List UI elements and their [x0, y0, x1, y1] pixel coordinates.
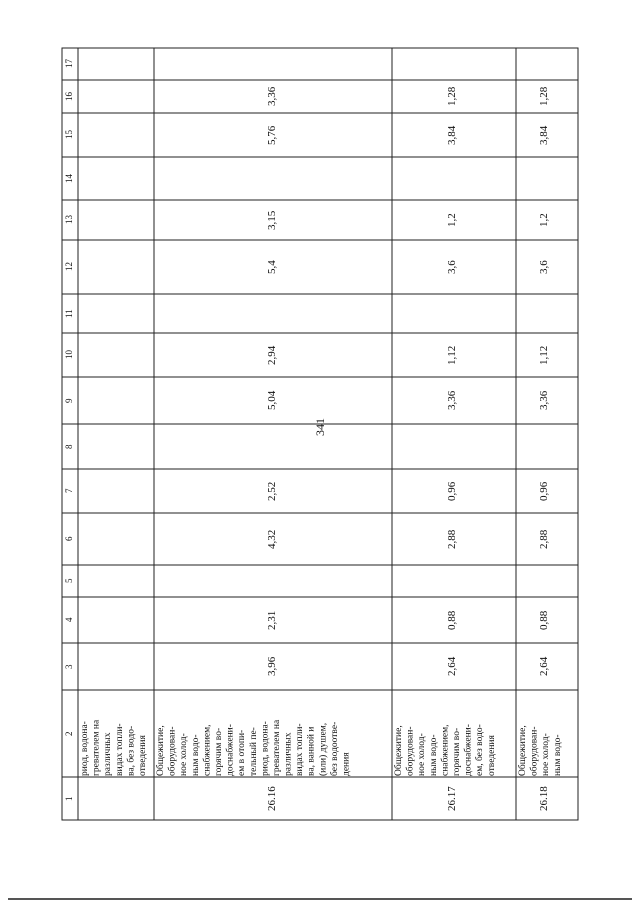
- page-number: 341: [313, 418, 327, 436]
- row-code: 26.18: [538, 786, 550, 811]
- value-cell: 1,12: [446, 345, 458, 365]
- col-header-12: 12: [64, 262, 74, 272]
- value-cell: 5,4: [266, 260, 278, 274]
- row-description: Общежитие, оборудован- ное холод- ным водо- снабжением, горячим во- доснабжени- ем, без водо- отведения: [394, 724, 497, 776]
- row-description: риод, водона- гревателем на различных видах топли- ва, без водо- отведения: [80, 719, 148, 776]
- value-cell: 1,28: [538, 86, 550, 107]
- value-cell: 0,96: [446, 481, 458, 501]
- col-header-17: 17: [64, 59, 74, 69]
- col-header-13: 13: [64, 215, 74, 225]
- col-header-2: 2: [64, 731, 74, 736]
- col-header-16: 16: [64, 92, 74, 101]
- value-cell: 3,6: [538, 260, 550, 274]
- value-cell: 2,88: [446, 529, 458, 549]
- col-header-6: 6: [64, 536, 74, 542]
- scan-edge-line: [8, 898, 632, 900]
- col-header-4: 4: [64, 617, 74, 623]
- col-header-9: 9: [64, 398, 74, 403]
- value-cell: 3,84: [446, 125, 458, 145]
- value-cell: 2,88: [538, 529, 550, 549]
- row-code: 26.16: [266, 786, 278, 811]
- col-header-1: 1: [64, 796, 74, 801]
- value-cell: 2,52: [266, 481, 278, 501]
- value-cell: 0,96: [538, 481, 550, 501]
- col-header-7: 7: [64, 488, 74, 494]
- col-header-3: 3: [64, 664, 74, 669]
- value-cell: 5,76: [266, 125, 278, 145]
- value-cell: 1,2: [538, 213, 550, 227]
- value-cell: 0,88: [538, 610, 550, 630]
- col-header-14: 14: [64, 174, 74, 183]
- row-description: Общежитие, оборудован- ное холод- ным водо-: [518, 725, 563, 776]
- value-cell: 3,84: [538, 125, 550, 145]
- value-cell: 1,28: [446, 86, 458, 107]
- value-cell: 3,96: [266, 656, 278, 677]
- value-cell: 1,12: [538, 345, 550, 365]
- value-cell: 0,88: [446, 610, 458, 630]
- value-cell: 1,2: [446, 213, 458, 227]
- row-code: 26.17: [446, 786, 458, 811]
- value-cell: 4,32: [266, 529, 278, 549]
- value-cell: 3,36: [446, 390, 458, 411]
- value-cell: 2,64: [538, 656, 550, 677]
- value-cell: 3,36: [538, 390, 550, 411]
- col-header-5: 5: [64, 578, 74, 584]
- value-cell: 2,94: [266, 345, 278, 365]
- value-cell: 3,6: [446, 260, 458, 274]
- value-cell: 2,64: [446, 656, 458, 677]
- value-cell: 5,04: [266, 390, 278, 411]
- col-header-15: 15: [64, 130, 74, 140]
- col-header-11: 11: [64, 309, 74, 318]
- value-cell: 3,15: [266, 210, 278, 230]
- row-description: Общежитие, оборудован- ное холод- ным водо- снабжением, горячим во- доснабжени- ем в отопи- тельный пе- риод, водона- гревателем на различных видах топли- ва, ванной и (или) душем, без водоотве- дения: [156, 719, 352, 776]
- value-cell: 3,36: [266, 86, 278, 107]
- col-header-10: 10: [64, 350, 74, 360]
- value-cell: 2,31: [266, 610, 278, 630]
- col-header-8: 8: [64, 444, 74, 449]
